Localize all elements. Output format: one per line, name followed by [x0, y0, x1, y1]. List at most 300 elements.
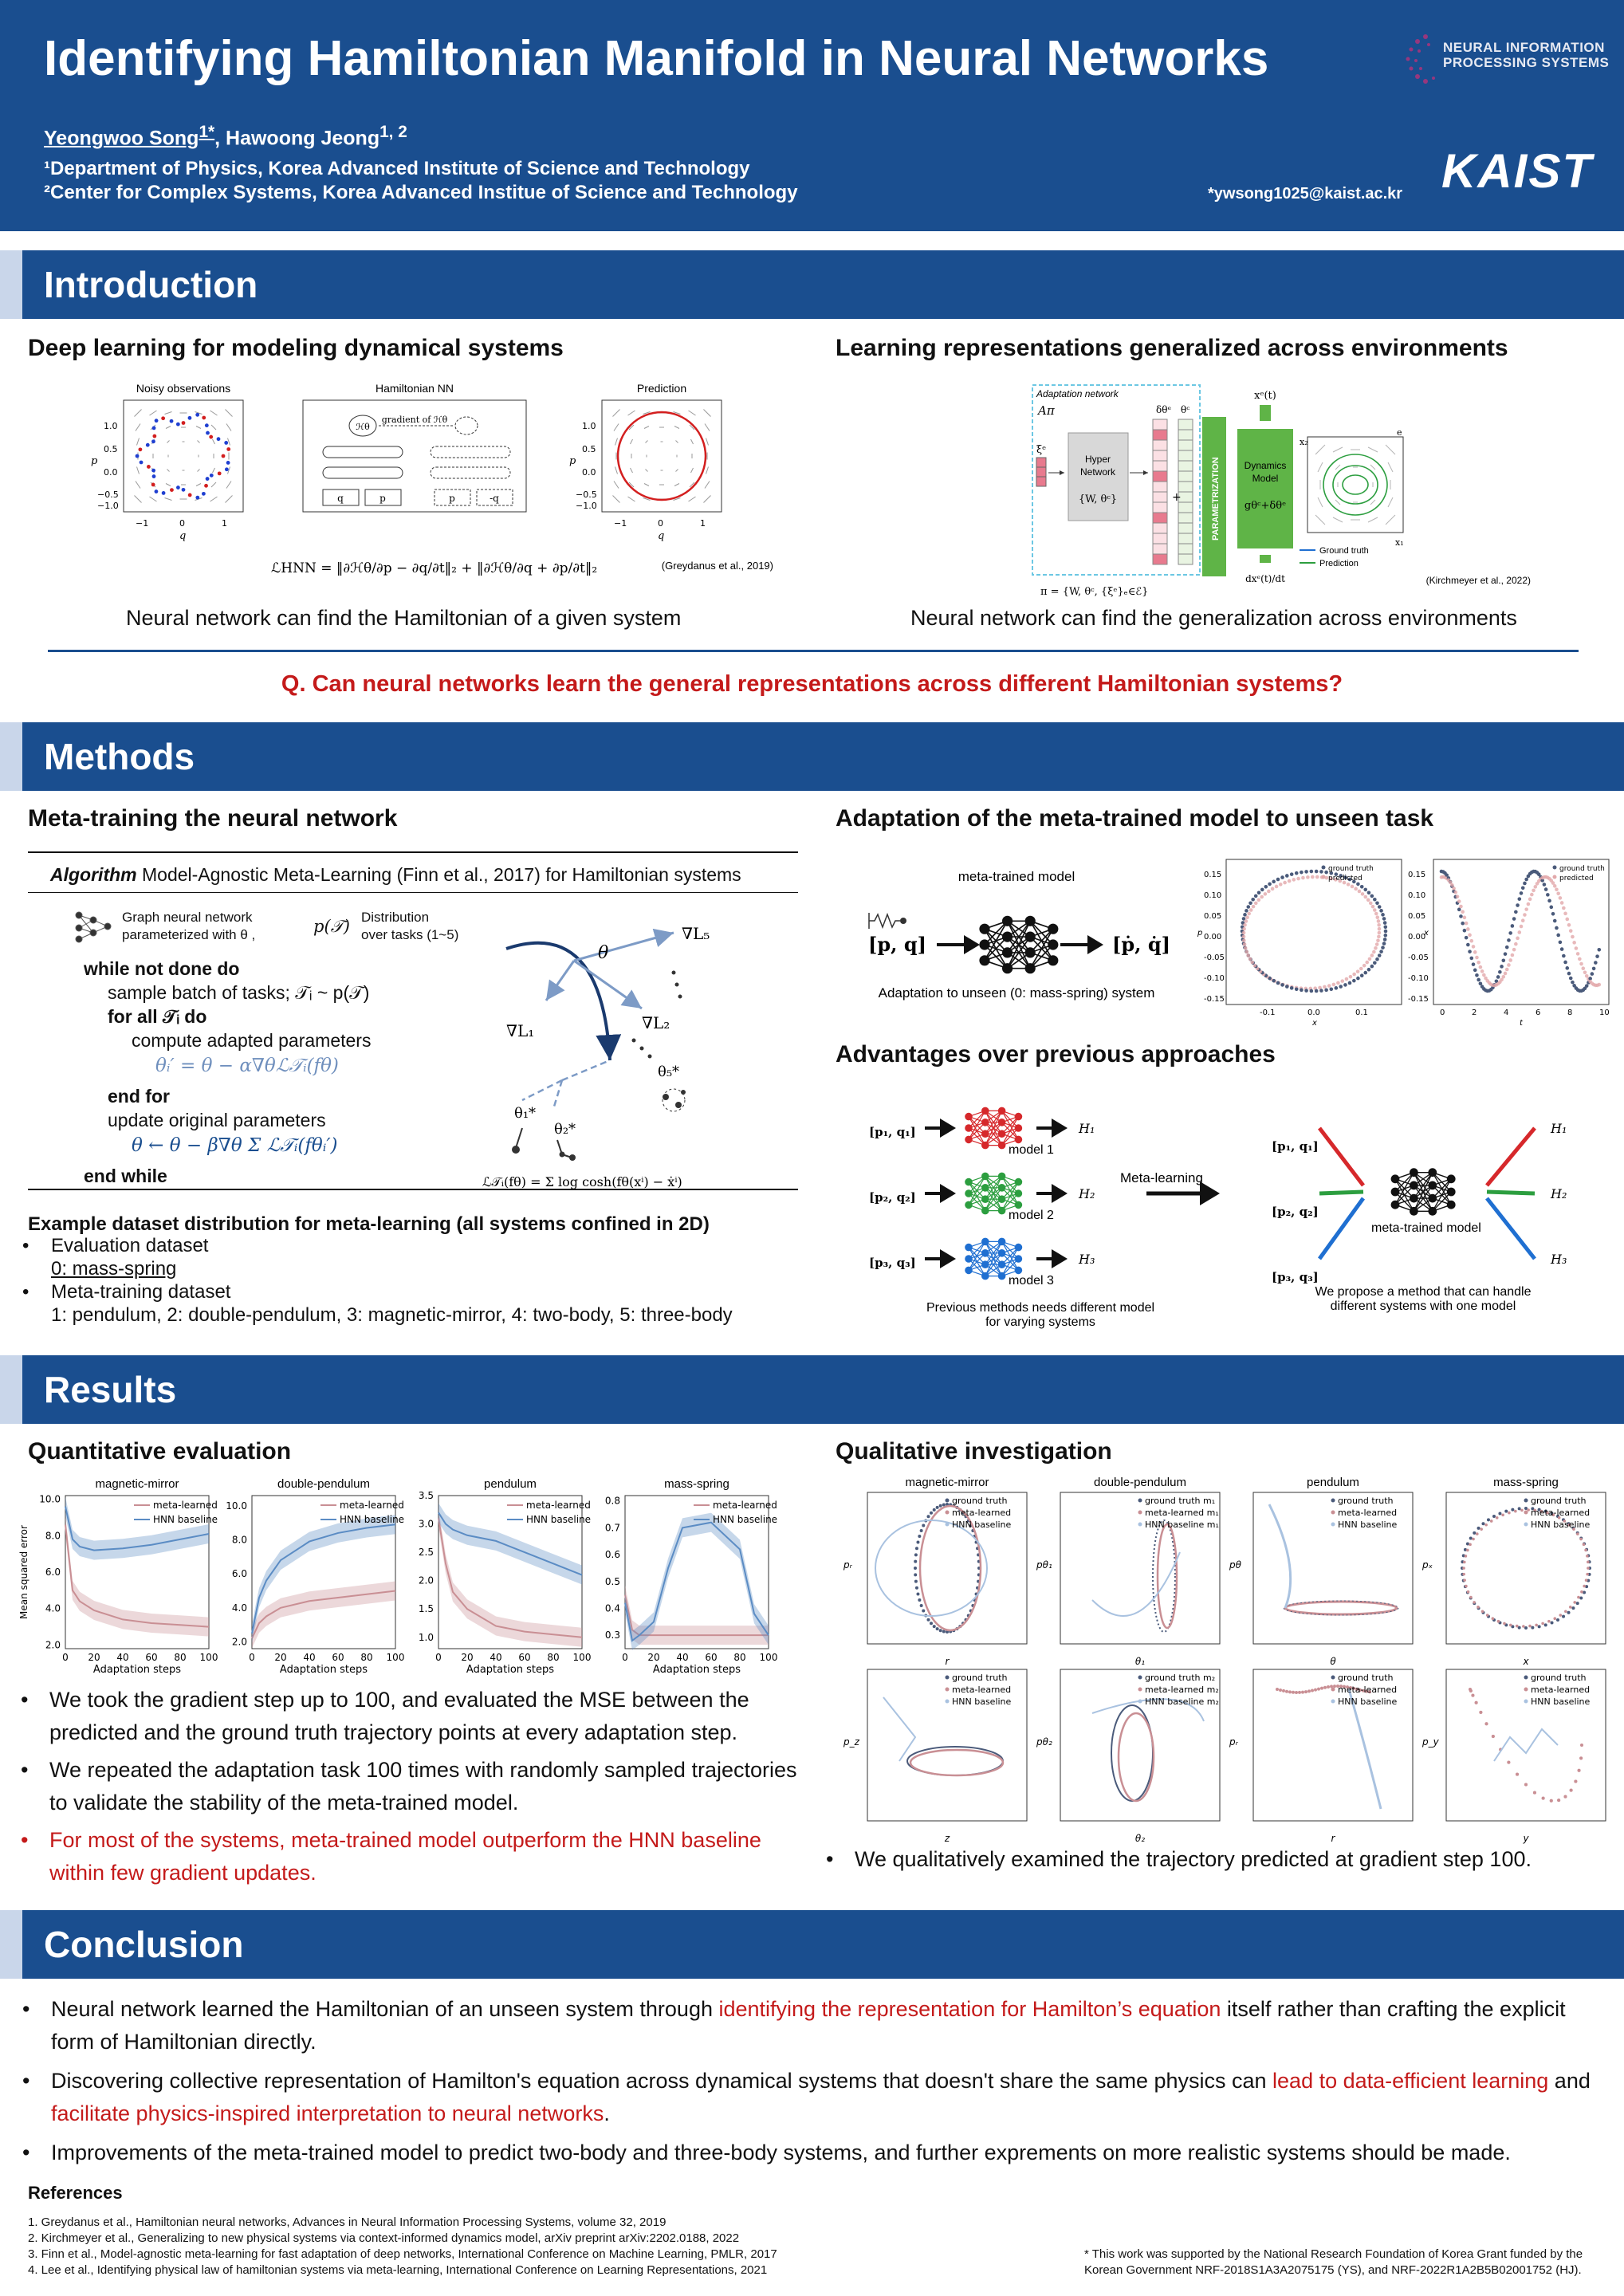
y-tick-label: 2.0 — [45, 1639, 61, 1651]
y-tick-label: 1.0 — [418, 1631, 434, 1643]
svg-text:1.0: 1.0 — [104, 421, 118, 431]
qualitative-bullet: • We qualitatively examined the trajectory predicted at gradient step 100. — [855, 1843, 1588, 1876]
svg-text:−0.5: −0.5 — [576, 489, 597, 500]
intro-right-heading: Learning representations generalized across environments — [836, 335, 1508, 361]
qual-legend-label: meta-learned — [1531, 1508, 1591, 1518]
neurips-logo — [1405, 27, 1612, 91]
adv-h-2: H₂ — [1079, 1186, 1095, 1201]
section-title: Results — [44, 1369, 177, 1410]
y-tick-label: 3.5 — [418, 1490, 434, 1501]
adaptation-plots — [1194, 851, 1617, 1028]
qual-xlabel: r — [945, 1656, 950, 1667]
svg-text:1: 1 — [222, 518, 227, 529]
conclusion-bullet-3: • Improvements of the meta-trained model to predict two-body and three-body systems, and further exprements on more realistic systems should be made. — [51, 2137, 1606, 2169]
adapt2-legend-gt: ground truth — [1559, 865, 1605, 873]
x-tick-label: 0 — [622, 1652, 628, 1663]
hnn-figure — [80, 381, 781, 598]
output-pq-dot: [ṗ, q̇] — [1112, 933, 1170, 956]
methods-right-heading: Adaptation of the meta-trained model to unseen task — [836, 805, 1434, 832]
adapt1-ytick: 0.10 — [1204, 891, 1222, 900]
legend-label-1: meta-learned — [526, 1500, 591, 1511]
qual-plot-2-2 — [1036, 1669, 1220, 1844]
qual-xlabel: r — [1331, 1833, 1335, 1844]
y-tick-label: 4.0 — [231, 1602, 247, 1614]
maml-loss: ℒ𝒯ᵢ(fθ) = Σ log cosh(fθ(xⁱ) − ẋⁱ) — [482, 1174, 682, 1189]
result-bullet-3: • For most of the systems, meta-trained model outperform the HNN baseline within few gradient updates. — [49, 1824, 799, 1889]
three-body-icon — [663, 1089, 686, 1111]
qual-ylabel: pₓ — [1422, 1559, 1433, 1571]
qual-legend-marker — [946, 1700, 950, 1704]
intro-right-caption: Neural network can find the generalization across environments — [910, 606, 1517, 630]
kirchmeyer-cite: (Kirchmeyer et al., 2022) — [1425, 575, 1531, 586]
c2-red1: lead to data-efficient learning — [1272, 2069, 1549, 2093]
adapt1-legend-gt: ground truth — [1328, 865, 1374, 873]
qual-legend-marker — [1524, 1688, 1528, 1692]
fig-title-hnn: Hamiltonian NN — [375, 382, 454, 395]
qual-ylabel: pθ — [1229, 1559, 1241, 1571]
x-tick-label: 40 — [116, 1652, 129, 1663]
x-tick-label: 40 — [490, 1652, 502, 1663]
svg-text:0.0: 0.0 — [104, 467, 118, 478]
adv-right-input-3: [p₃, q₃] — [1272, 1270, 1319, 1284]
adapt1-ytick: -0.15 — [1204, 995, 1225, 1004]
poster-title: Identifying Hamiltonian Manifold in Neural Networks — [44, 31, 1269, 86]
train-dataset-label: • Meta-training dataset — [51, 1280, 230, 1304]
greydanus-cite: (Greydanus et al., 2019) — [661, 560, 773, 572]
eval-dataset-value: 0: mass-spring — [51, 1258, 177, 1280]
qual-legend-label: meta-learned — [1531, 1685, 1591, 1695]
qual-legend-marker — [1138, 1700, 1142, 1704]
section-accent — [0, 722, 22, 791]
hnn-diagram — [303, 400, 526, 512]
adapt2-ytick: -0.10 — [1408, 974, 1429, 983]
qual-plot-1-1 — [843, 1492, 1027, 1667]
adapt2-ytick: -0.15 — [1408, 995, 1429, 1004]
kaist-logo: KAIST — [1441, 144, 1593, 198]
x-tick-label: 0 — [62, 1652, 69, 1663]
hnn-negq-label: -q — [490, 493, 499, 504]
adapt1-xtick-0: -0.1 — [1260, 1008, 1276, 1017]
qual-legend-marker — [1331, 1499, 1335, 1503]
adapt2-ytick: 0.15 — [1408, 871, 1426, 879]
qual-plot-1-3 — [1229, 1492, 1413, 1667]
svg-text:−1.0: −1.0 — [97, 501, 119, 511]
intro-left-heading: Deep learning for modeling dynamical systems — [28, 335, 564, 361]
qual-title-1: magnetic-mirror — [905, 1476, 989, 1489]
y-tick-label: 6.0 — [231, 1568, 247, 1580]
adapt1-ytick: 0.15 — [1204, 871, 1222, 879]
svg-text:q: q — [179, 530, 187, 542]
adapt1-xtick-2: 0.1 — [1355, 1008, 1368, 1017]
email: *ywsong1025@kaist.ac.kr — [1208, 185, 1403, 202]
section-accent — [0, 1910, 22, 1979]
y-tick-label: 1.5 — [418, 1603, 434, 1615]
svg-text:0.5: 0.5 — [582, 444, 596, 454]
svg-text:p: p — [569, 455, 576, 467]
algorithm-title: Model-Agnostic Meta-Learning (Finn et al., 2017) for Hamiltonian systems — [136, 864, 741, 885]
maml-theta: θ — [598, 943, 609, 963]
c1-red: identifying the representation for Hamilton’s equation — [718, 1997, 1221, 2021]
authors — [44, 123, 407, 150]
train-dataset-value: 1: pendulum, 2: double-pendulum, 3: magnetic-mirror, 4: two-body, 5: three-body — [51, 1304, 733, 1326]
conclusion-bullet-2 — [51, 2065, 1606, 2130]
section-introduction — [0, 250, 1624, 319]
affiliation-1: ¹Department of Physics, Korea Advanced Institute of Science and Technology — [44, 158, 750, 179]
c2-pre: Discovering collective representation of Hamilton's equation across dynamical systems that doesn't share the same physics can — [51, 2069, 1273, 2093]
meta-trained-model-icon — [1391, 1168, 1456, 1215]
x-axis-label: Adaptation steps — [279, 1664, 368, 1676]
qual-legend-marker — [1138, 1676, 1142, 1680]
qual-legend-label: meta-learned — [952, 1508, 1012, 1518]
gnn-label: Graph neural network parameterized with θ , — [122, 910, 256, 942]
adapt2-xlabel: t — [1520, 1019, 1523, 1028]
qual-legend-label: meta-learned m₂ — [1145, 1685, 1219, 1695]
y-axis-label: Mean squared error — [18, 1525, 29, 1619]
mse-chart-4 — [605, 1477, 778, 1676]
qual-plot-2-1 — [843, 1669, 1027, 1844]
qual-legend-label: HNN baseline — [1338, 1520, 1398, 1530]
qual-title-3: pendulum — [1307, 1476, 1359, 1489]
y-tick-label: 0.4 — [604, 1602, 620, 1614]
adapt1-ytick: -0.05 — [1204, 953, 1225, 962]
y-tick-label: 8.0 — [231, 1534, 247, 1546]
advantages-heading: Advantages over previous approaches — [836, 1041, 1276, 1067]
x-tick-label: 60 — [518, 1652, 531, 1663]
algorithm-label: Algorithm — [50, 864, 137, 885]
qual-xlabel: θ₁ — [1134, 1656, 1146, 1667]
section-accent — [0, 1355, 22, 1424]
svg-text:0.0: 0.0 — [582, 467, 596, 478]
c2-mid: and — [1548, 2069, 1591, 2093]
adv-h-3: H₃ — [1079, 1252, 1095, 1267]
y-tick-label: 6.0 — [45, 1567, 61, 1578]
qual-title-4: mass-spring — [1493, 1476, 1559, 1489]
results-right-heading: Qualitative investigation — [836, 1438, 1112, 1464]
conclusion-bullet-1 — [51, 1993, 1606, 2058]
coda-xe-label: xᵉ(t) — [1254, 390, 1276, 402]
hnn-p-label: p — [379, 493, 386, 504]
adapt2-xtick: 10 — [1599, 1008, 1610, 1017]
adv-right-input-1: [p₁, q₁] — [1272, 1139, 1319, 1154]
coda-theta-label: θᶜ — [1181, 404, 1190, 415]
qual-legend-marker — [946, 1523, 950, 1527]
hnn-h-label: ℋθ — [356, 422, 370, 432]
adapt2-xtick: 2 — [1472, 1008, 1477, 1017]
section-title: Methods — [44, 736, 195, 777]
y-tick-label: 10.0 — [39, 1493, 61, 1505]
affiliation-2: ²Center for Complex Systems, Korea Advanced Institue of Science and Technology — [44, 182, 798, 203]
qual-plot-1-2 — [1036, 1492, 1220, 1667]
adapt1-xtick-1: 0.0 — [1307, 1008, 1320, 1017]
mse-chart-3 — [419, 1477, 592, 1676]
qual-legend-label: HNN baseline — [1531, 1696, 1591, 1707]
adapt2-xtick: 6 — [1536, 1008, 1541, 1017]
adv-model-label-1: model 1 — [1009, 1143, 1054, 1157]
chart-title: double-pendulum — [277, 1477, 370, 1491]
adv-right-input-2: [p₂, q₂] — [1272, 1205, 1319, 1219]
qual-legend-label: meta-learned — [952, 1685, 1012, 1695]
qual-ylabel: pθ₁ — [1036, 1559, 1052, 1571]
coda-hyper-params: {W, θᶜ} — [1078, 493, 1118, 505]
y-tick-label: 0.3 — [604, 1630, 620, 1641]
reference-1: 1. Greydanus et al., Hamiltonian neural networks, Advances in Neural Information Processing Systems, volume 32, 2019 — [28, 2215, 667, 2229]
legend-label-2: HNN baseline — [713, 1514, 778, 1525]
neurips-logo-text: NEURAL INFORMATION PROCESSING SYSTEMS — [1443, 40, 1610, 70]
qual-xlabel: x — [1523, 1656, 1529, 1667]
coda-param-label: PARAMETRIZATION — [1211, 457, 1221, 541]
adv-right-h-2: H₂ — [1551, 1186, 1567, 1201]
our-caption-2: different systems with one model — [1330, 1299, 1516, 1313]
legend-label-1: meta-learned — [153, 1500, 218, 1511]
meta-learning-label: Meta-learning — [1120, 1170, 1203, 1185]
qual-legend-marker — [946, 1499, 950, 1503]
double-pendulum-icon — [557, 1140, 576, 1161]
references-heading: References — [28, 2183, 123, 2203]
qual-legend-marker — [1331, 1688, 1335, 1692]
svg-text:−1: −1 — [136, 518, 149, 529]
hnn-q-label: q — [337, 493, 344, 504]
x-tick-label: 20 — [88, 1652, 100, 1663]
maml-theta2: θ₂* — [554, 1121, 576, 1138]
qual-legend-marker — [1138, 1688, 1142, 1692]
legend-label-1: meta-learned — [340, 1500, 404, 1511]
qual-legend-label: HNN baseline — [952, 1520, 1012, 1530]
adapt1-ytick: -0.10 — [1204, 974, 1225, 983]
qual-xlabel: z — [944, 1833, 950, 1844]
advantages-diagram — [865, 1080, 1598, 1335]
spring-icon — [869, 913, 906, 929]
noisy-observations-plot — [91, 400, 243, 542]
qual-ylabel: pᵣ — [1229, 1736, 1238, 1748]
maml-diagram — [474, 901, 777, 1188]
legend-label-2: HNN baseline — [153, 1514, 218, 1525]
qual-ylabel: pᵣ — [843, 1559, 852, 1571]
qual-legend-marker — [1331, 1523, 1335, 1527]
adapt2-ytick: -0.05 — [1408, 953, 1429, 962]
adapt1-ylabel: p — [1197, 929, 1203, 938]
c2-post: . — [604, 2101, 610, 2125]
adv-model-label-3: model 3 — [1009, 1274, 1054, 1288]
section-methods — [0, 722, 1624, 791]
qual-legend-label: HNN baseline — [1338, 1696, 1398, 1707]
poster-header — [0, 0, 1624, 231]
coda-legend-gt: Ground truth — [1319, 546, 1369, 556]
qual-legend-marker — [1524, 1700, 1528, 1704]
prev-caption-2: for varying systems — [985, 1315, 1095, 1329]
eval-dataset-label: • Evaluation dataset — [51, 1234, 208, 1258]
x-tick-label: 60 — [705, 1652, 718, 1663]
qual-ylabel: p_z — [843, 1736, 859, 1748]
svg-text:0: 0 — [179, 518, 185, 529]
chart-title: magnetic-mirror — [95, 1477, 179, 1491]
result-bullet-2: • We repeated the adaptation task 100 times with randomly sampled trajectories to validate the stability of the meta-trained model. — [49, 1754, 799, 1819]
qual-legend-marker — [946, 1688, 950, 1692]
x-tick-label: 100 — [759, 1652, 778, 1663]
y-tick-label: 0.5 — [604, 1575, 620, 1587]
input-pq: [p, q] — [868, 933, 926, 956]
adv-input-3: [p₃, q₃] — [869, 1256, 916, 1270]
x-tick-label: 80 — [733, 1652, 746, 1663]
qual-xlabel: θ — [1330, 1656, 1336, 1667]
x-tick-label: 40 — [303, 1652, 316, 1663]
legend-label-2: HNN baseline — [526, 1514, 592, 1525]
author-2-sup: 1, 2 — [379, 123, 407, 141]
algo-line-5: θᵢ′ = θ − α∇θℒ𝒯ᵢ(fθ) — [155, 1056, 339, 1076]
pendulum-icon — [512, 1128, 522, 1154]
y-tick-label: 10.0 — [226, 1500, 247, 1512]
section-title: Conclusion — [44, 1924, 244, 1965]
qual-legend-label: ground truth — [952, 1496, 1008, 1506]
adapt-time-plot — [1408, 859, 1610, 1028]
reference-3: 3. Finn et al., Model-agnostic meta-learning for fast adaptation of deep networks, International Conference on Machine Learning, PMLR, 2017 — [28, 2247, 777, 2261]
x-tick-label: 60 — [332, 1652, 344, 1663]
y-tick-label: 3.0 — [418, 1518, 434, 1530]
qual-legend-label: ground truth — [1531, 1496, 1587, 1506]
algo-line-1: while not done do — [84, 958, 240, 979]
svg-text:+: + — [1172, 491, 1182, 504]
svg-text:0: 0 — [658, 518, 663, 529]
coda-delta-theta-vector — [1153, 419, 1167, 564]
coda-dtheta-label: δθᵉ — [1156, 404, 1172, 415]
results-left-heading: Quantitative evaluation — [28, 1438, 292, 1464]
qual-legend-marker — [1331, 1676, 1335, 1680]
x-tick-label: 100 — [572, 1652, 592, 1663]
mse-chart-1 — [18, 1477, 218, 1676]
svg-text:0.5: 0.5 — [104, 444, 118, 454]
coda-a-pi: Aπ — [1038, 403, 1055, 418]
algo-line-2: sample batch of tasks; 𝒯ᵢ ~ p(𝒯) — [108, 982, 370, 1003]
y-tick-label: 4.0 — [45, 1602, 61, 1614]
coda-pi-label: π = {W, θᶜ, {ξᵉ}ₑ∈ℰ} — [1040, 586, 1149, 598]
intro-left-caption: Neural network can find the Hamiltonian of a given system — [126, 606, 682, 630]
svg-text:p: p — [91, 455, 98, 467]
y-tick-label: 2.0 — [418, 1575, 434, 1586]
funding-note: * This work was supported by the National Research Foundation of Korea Grant funded by the Korean Government NRF-2018S1A3A2075175 (YS), and NRF-2022R1A2B5B02001752 (HJ). — [1084, 2247, 1583, 2277]
qual-legend-marker — [1138, 1511, 1142, 1515]
author-2: , Hawoong Jeong — [214, 127, 380, 150]
algo-line-6: end for — [108, 1086, 170, 1107]
coda-x2: x₂ — [1300, 437, 1308, 447]
result-bullet-1: • We took the gradient step up to 100, and evaluated the MSE between the predicted and the ground truth trajectory points at every adaptation step. — [49, 1684, 799, 1749]
hnn-loss: ℒHNN = ‖∂ℋθ/∂p − ∂q/∂t‖₂ + ‖∂ℋθ/∂q + ∂p/∂t‖₂ — [271, 560, 598, 576]
y-tick-label: 2.0 — [231, 1636, 247, 1648]
qual-legend-label: HNN baseline m₁ — [1145, 1520, 1219, 1530]
coda-xi: ξᵉ — [1036, 444, 1047, 456]
x-tick-label: 0 — [435, 1652, 442, 1663]
adapt2-legend-pred: predicted — [1559, 875, 1594, 883]
svg-text:1: 1 — [700, 518, 706, 529]
coda-dxe-label: dxᵉ(t)/dt — [1245, 573, 1285, 584]
chart-title: pendulum — [484, 1477, 537, 1491]
adapt2-xtick: 4 — [1504, 1008, 1509, 1017]
adapt1-xlabel: x — [1312, 1019, 1317, 1028]
x-tick-label: 80 — [547, 1652, 560, 1663]
section-accent — [0, 250, 22, 319]
coda-dyn-2: Model — [1252, 473, 1279, 484]
maml-grad1: ∇L₁ — [506, 1021, 535, 1040]
hnn-p2-label: p — [449, 493, 455, 504]
y-tick-label: 0.6 — [604, 1549, 620, 1561]
legend-label-1: meta-learned — [713, 1500, 777, 1511]
qual-legend-label: ground truth — [952, 1673, 1008, 1683]
prediction-plot — [569, 400, 722, 542]
qual-legend-marker — [1524, 1523, 1528, 1527]
x-tick-label: 20 — [647, 1652, 660, 1663]
qual-plot-2-4 — [1421, 1669, 1606, 1844]
coda-x1: x₁ — [1395, 537, 1404, 548]
adv-input-1: [p₁, q₁] — [869, 1125, 916, 1139]
author-1-sup: 1* — [199, 123, 215, 141]
algorithm-box — [28, 851, 798, 1190]
maml-theta5: θ₅* — [658, 1063, 680, 1080]
c2-red2: facilitate physics-inspired interpretation to neural networks — [51, 2101, 604, 2125]
gnn-icon — [74, 909, 114, 946]
qual-legend-label: HNN baseline — [1531, 1520, 1591, 1530]
section-results — [0, 1355, 1624, 1424]
coda-figure — [1028, 381, 1539, 596]
adapt2-ytick: 0.10 — [1408, 891, 1426, 900]
x-tick-label: 100 — [199, 1652, 218, 1663]
svg-text:q: q — [658, 530, 665, 542]
qual-legend-label: meta-learned m₁ — [1145, 1508, 1219, 1518]
x-tick-label: 60 — [145, 1652, 158, 1663]
adv-right-h-3: H₃ — [1551, 1252, 1567, 1267]
adv-h-1: H₁ — [1079, 1121, 1095, 1136]
x-tick-label: 0 — [249, 1652, 255, 1663]
intro-divider — [48, 650, 1579, 652]
qual-plot-2-3 — [1229, 1669, 1413, 1844]
neurips-logo-mark — [1402, 27, 1449, 91]
qual-legend-label: ground truth m₂ — [1145, 1673, 1216, 1683]
adv-input-2: [p₂, q₂] — [869, 1190, 916, 1205]
qual-ylabel: pθ₂ — [1036, 1736, 1052, 1748]
coda-e: e — [1397, 427, 1402, 438]
qual-legend-label: ground truth — [1338, 1673, 1394, 1683]
adapt-caption: Adaptation to unseen (0: mass-spring) system — [878, 985, 1155, 1001]
legend-label-2: HNN baseline — [340, 1514, 405, 1525]
qual-legend-label: ground truth m₁ — [1145, 1496, 1216, 1506]
algo-line-8: θ ← θ − β∇θ Σ ℒ𝒯ᵢ(fθᵢ′) — [132, 1135, 338, 1156]
maml-grad2: ∇L₂ — [642, 1013, 670, 1032]
coda-g-label: gθᶜ+δθᵉ — [1244, 500, 1287, 512]
reference-4: 4. Lee et al., Identifying physical law of hamiltonian systems via meta-learning, International Conference on Learning Representations, 2021 — [28, 2263, 768, 2277]
qualitative-plots — [828, 1475, 1617, 1844]
coda-xi-vector — [1036, 458, 1046, 486]
research-question: Q. Can neural networks learn the general representations across different Hamiltonian systems? — [281, 671, 1343, 697]
qual-xlabel: y — [1523, 1833, 1529, 1844]
y-tick-label: 2.5 — [418, 1547, 434, 1559]
qual-legend-marker — [946, 1511, 950, 1515]
c1-pre: Neural network learned the Hamiltonian of an unseen system through — [51, 1997, 719, 2021]
task-distribution: p(𝒯) — [313, 917, 350, 936]
mse-chart-2 — [226, 1477, 404, 1676]
fig-title-noisy: Noisy observations — [136, 382, 231, 395]
qual-legend-marker — [1138, 1499, 1142, 1503]
adapt2-ytick: 0.05 — [1408, 912, 1426, 921]
coda-legend-pred: Prediction — [1319, 559, 1359, 568]
maml-grad5: ∇L₅ — [682, 924, 710, 943]
adapt1-ytick: 0.00 — [1204, 933, 1222, 942]
x-tick-label: 40 — [676, 1652, 689, 1663]
x-tick-label: 80 — [360, 1652, 373, 1663]
qual-legend-marker — [1138, 1523, 1142, 1527]
coda-hyper-2: Network — [1079, 466, 1116, 478]
our-caption-1: We propose a method that can handle — [1315, 1285, 1532, 1299]
adv-right-h-1: H₁ — [1551, 1121, 1567, 1136]
svg-text:1.0: 1.0 — [582, 421, 596, 431]
x-tick-label: 20 — [274, 1652, 287, 1663]
coda-phase-portrait — [1300, 427, 1404, 548]
